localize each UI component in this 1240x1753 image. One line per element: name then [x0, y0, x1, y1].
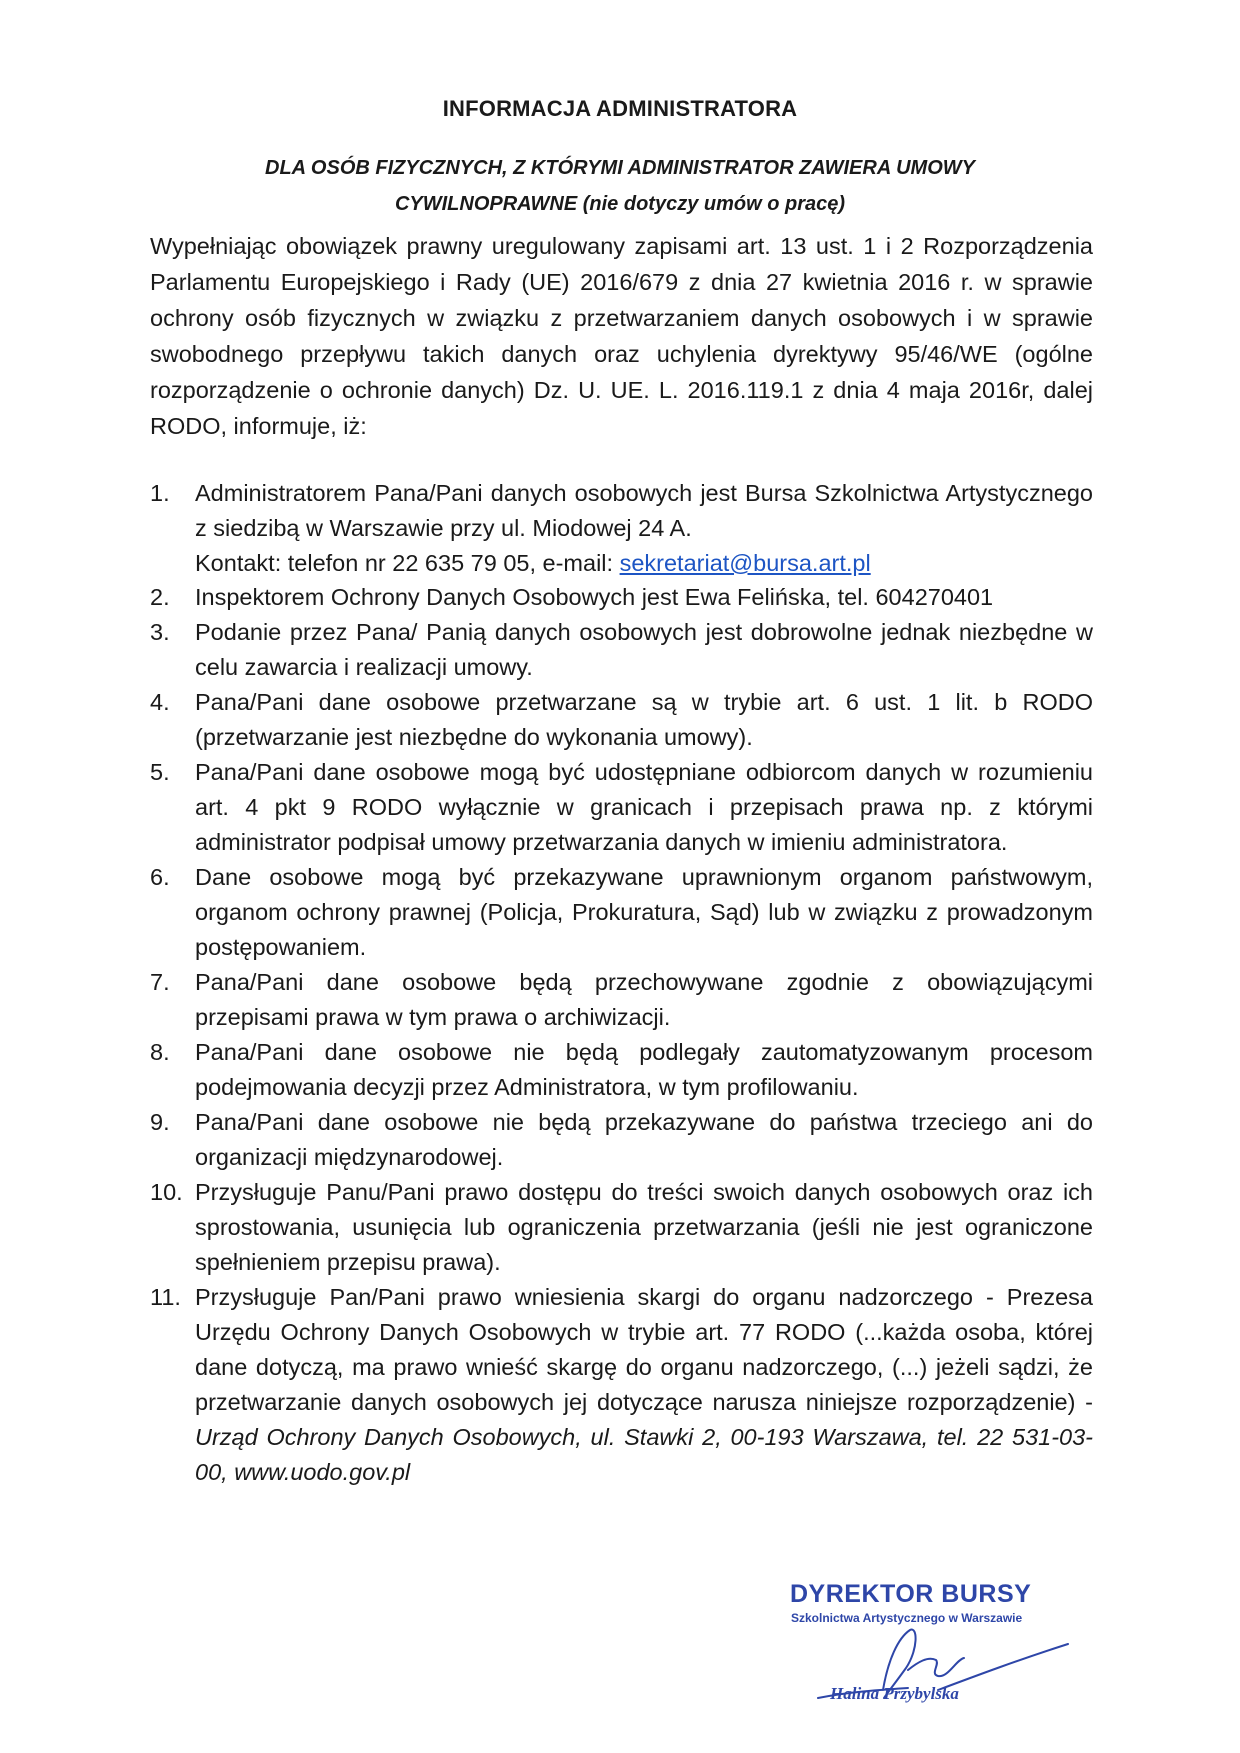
list-item-number: 1.	[150, 480, 170, 506]
list-item-text: Pana/Pani dane osobowe nie będą przekazywane do państwa trzeciego ani do organizacji międzynarodowej.	[195, 1109, 1093, 1170]
list-item-number: 8.	[150, 1039, 170, 1065]
list-item-text: Pana/Pani dane osobowe nie będą podlegały zautomatyzowanym procesom podejmowania decyzji przez Administratora, w tym profilowaniu.	[195, 1039, 1093, 1100]
subtitle-line-1: DLA OSÓB FIZYCZNYCH, Z KTÓRYMI ADMINISTRATOR ZAWIERA UMOWY	[265, 157, 975, 179]
list-item	[150, 580, 1093, 615]
list-item-text: Pana/Pani dane osobowe mogą być udostępniane odbiorcom danych w rozumieniu art. 4 pkt 9 RODO wyłącznie w granicach i przepisach prawa np. z którymi administrator podpisał umowy przetwarzania danych w imieniu administratora.	[195, 759, 1093, 855]
list-item-number: 9.	[150, 1109, 170, 1135]
information-list	[150, 476, 1093, 1490]
director-stamp	[788, 1580, 1058, 1710]
list-item	[150, 1035, 1093, 1105]
list-item	[150, 685, 1093, 755]
list-item-number: 10.	[150, 1179, 183, 1205]
document-title: INFORMACJA ADMINISTRATORA	[442, 96, 798, 121]
list-item-number: 11.	[150, 1284, 181, 1310]
list-item-text: Pana/Pani dane osobowe będą przechowywane zgodnie z obowiązującymi przepisami prawa w tym prawa o archiwizacji.	[195, 969, 1093, 1030]
list-item	[150, 1280, 1093, 1490]
list-item	[150, 615, 1093, 685]
signature-name: Halina Przybylska	[830, 1684, 959, 1703]
stamp-subtitle: Szkolnictwa Artystycznego w Warszawie	[791, 1611, 1023, 1625]
list-item-text: Podanie przez Pana/ Panią danych osobowych jest dobrowolne jednak niezbędne w celu zawarcia i realizacji umowy.	[195, 619, 1093, 680]
list-item	[150, 965, 1093, 1035]
list-item-text: Administratorem Pana/Pani danych osobowych jest Bursa Szkolnictwa Artystycznego z siedzibą w Warszawie przy ul. Miodowej 24 A.	[195, 480, 1093, 541]
list-item	[150, 1175, 1093, 1280]
list-item	[150, 476, 1093, 581]
list-item-text: Przysługuje Panu/Pani prawo dostępu do treści swoich danych osobowych oraz ich sprostowania, usunięcia lub ograniczenia przetwarzania (jeśli nie jest ograniczone spełnieniem przepisu prawa).	[195, 1179, 1093, 1275]
uodo-contact: Urząd Ochrony Danych Osobowych, ul. Stawki 2, 00-193 Warszawa, tel. 22 531-03-00, www.uodo.gov.pl	[195, 1424, 1093, 1485]
subtitle-line-2: CYWILNOPRAWNE (nie dotyczy umów o pracę)	[394, 193, 846, 215]
document-subtitle	[150, 150, 1090, 222]
list-item-number: 5.	[150, 759, 170, 785]
list-item-number: 7.	[150, 969, 170, 995]
handwritten-signature	[788, 1580, 1088, 1710]
intro-paragraph: Wypełniając obowiązek prawny uregulowany zapisami art. 13 ust. 1 i 2 Rozporządzenia Parlamentu Europejskiego i Rady (UE) 2016/679 z dnia 27 kwietnia 2016 r. w sprawie ochrony osób fizycznych w związku z przetwarzaniem danych osobowych i w sprawie swobodnego przepływu takich danych oraz uchylenia dyrektywy 95/46/WE (ogólne rozporządzenie o ochronie danych) Dz. U. UE. L. 2016.119.1 z dnia 4 maja 2016r, dalej RODO, informuje, iż:	[150, 233, 1093, 439]
list-item-number: 6.	[150, 864, 170, 890]
list-item-text: Inspektorem Ochrony Danych Osobowych jest Ewa Felińska, tel. 604270401	[195, 584, 994, 610]
list-item-number: 2.	[150, 584, 170, 610]
email-link[interactable]: sekretariat@bursa.art.pl	[619, 550, 871, 576]
list-item	[150, 1105, 1093, 1175]
stamp-title: DYREKTOR BURSY	[790, 1580, 1032, 1608]
list-item-text: Pana/Pani dane osobowe przetwarzane są w trybie art. 6 ust. 1 lit. b RODO (przetwarzanie jest niezbędne do wykonania umowy).	[195, 689, 1093, 750]
list-item-text: Dane osobowe mogą być przekazywane uprawnionym organom państwowym, organom ochrony prawnej (Policja, Prokuratura, Sąd) lub w związku z prowadzonym postępowaniem.	[195, 864, 1093, 960]
list-item	[150, 860, 1093, 965]
contact-text: Kontakt: telefon nr 22 635 79 05, e-mail:	[195, 550, 614, 576]
list-item-number: 4.	[150, 689, 170, 715]
list-item-text: Przysługuje Pan/Pani prawo wniesienia skargi do organu nadzorczego - Prezesa Urzędu Ochrony Danych Osobowych w trybie art. 77 RODO (...każda osoba, której dane dotyczą, ma prawo wnieść skargę do organu nadzorczego, (...) jeżeli sądzi, że przetwarzanie danych osobowych jej dotyczące narusza niniejsze rozporządzenie) -	[195, 1284, 1093, 1415]
list-item-number: 3.	[150, 619, 170, 645]
list-item	[150, 755, 1093, 860]
